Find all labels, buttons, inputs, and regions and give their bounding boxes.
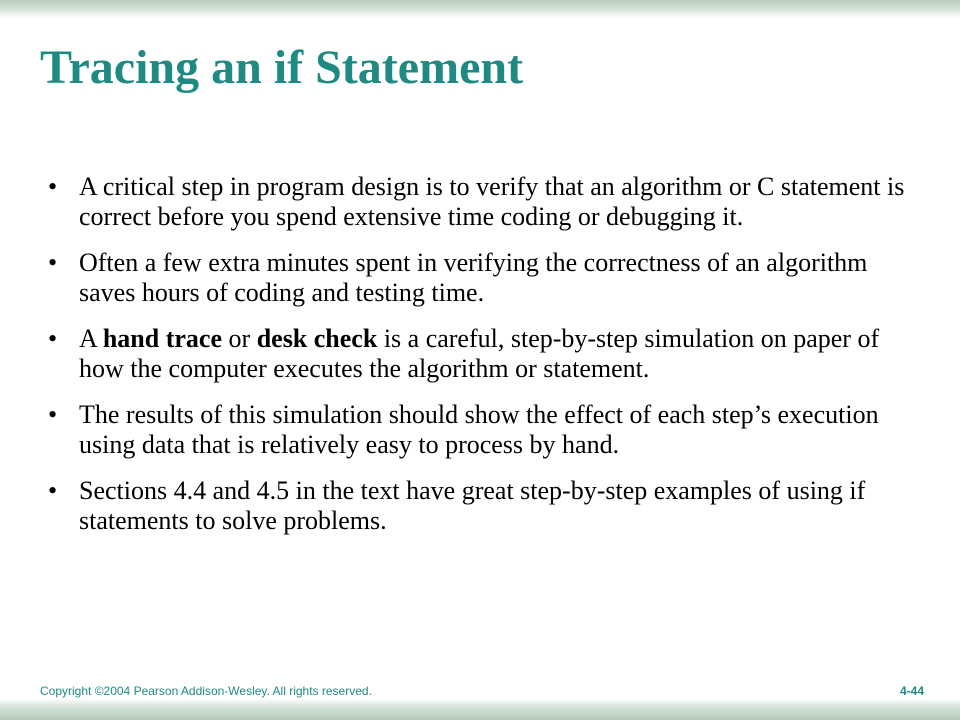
bullet-marker: • (48, 324, 58, 353)
bullet-item (48, 400, 928, 460)
bullet-text: Often a few extra minutes spent in verifying the correctness of an algorithm saves hours of coding and testing time. (79, 248, 868, 307)
copyright-footer: Copyright ©2004 Pearson Addison-Wesley. All rights reserved. (40, 684, 372, 698)
bullet-marker: • (48, 476, 58, 505)
bullet-text-segment: A (79, 324, 103, 353)
bullet-item (48, 172, 928, 232)
bullet-marker: • (48, 248, 58, 277)
bullet-marker: • (48, 172, 58, 201)
slide-title: Tracing an if Statement (40, 41, 524, 94)
bullet-item (48, 248, 928, 308)
bullet-text-segment: is a careful, step-by-step simulation on paper of how the computer executes the algorithm or statement. (79, 324, 880, 383)
term-desk-check: desk check (256, 324, 378, 353)
bullet-text (79, 324, 879, 383)
bullet-item (48, 324, 928, 384)
bullet-text-segment: or (222, 324, 257, 353)
bullet-list (48, 172, 928, 552)
bullet-text: The results of this simulation should show the effect of each step’s execution using data that is relatively easy to process by hand. (79, 400, 879, 459)
bottom-border-decoration (0, 698, 960, 720)
bullet-marker: • (48, 400, 58, 429)
bullet-item (48, 476, 928, 536)
page-number: 4-44 (899, 684, 924, 698)
bullet-text: Sections 4.4 and 4.5 in the text have great step-by-step examples of using if statements to solve problems. (79, 476, 866, 535)
top-border-decoration (0, 0, 960, 18)
term-hand-trace: hand trace (102, 324, 223, 353)
bullet-text: A critical step in program design is to verify that an algorithm or C statement is correct before you spend extensive time coding or debugging it. (79, 172, 905, 231)
